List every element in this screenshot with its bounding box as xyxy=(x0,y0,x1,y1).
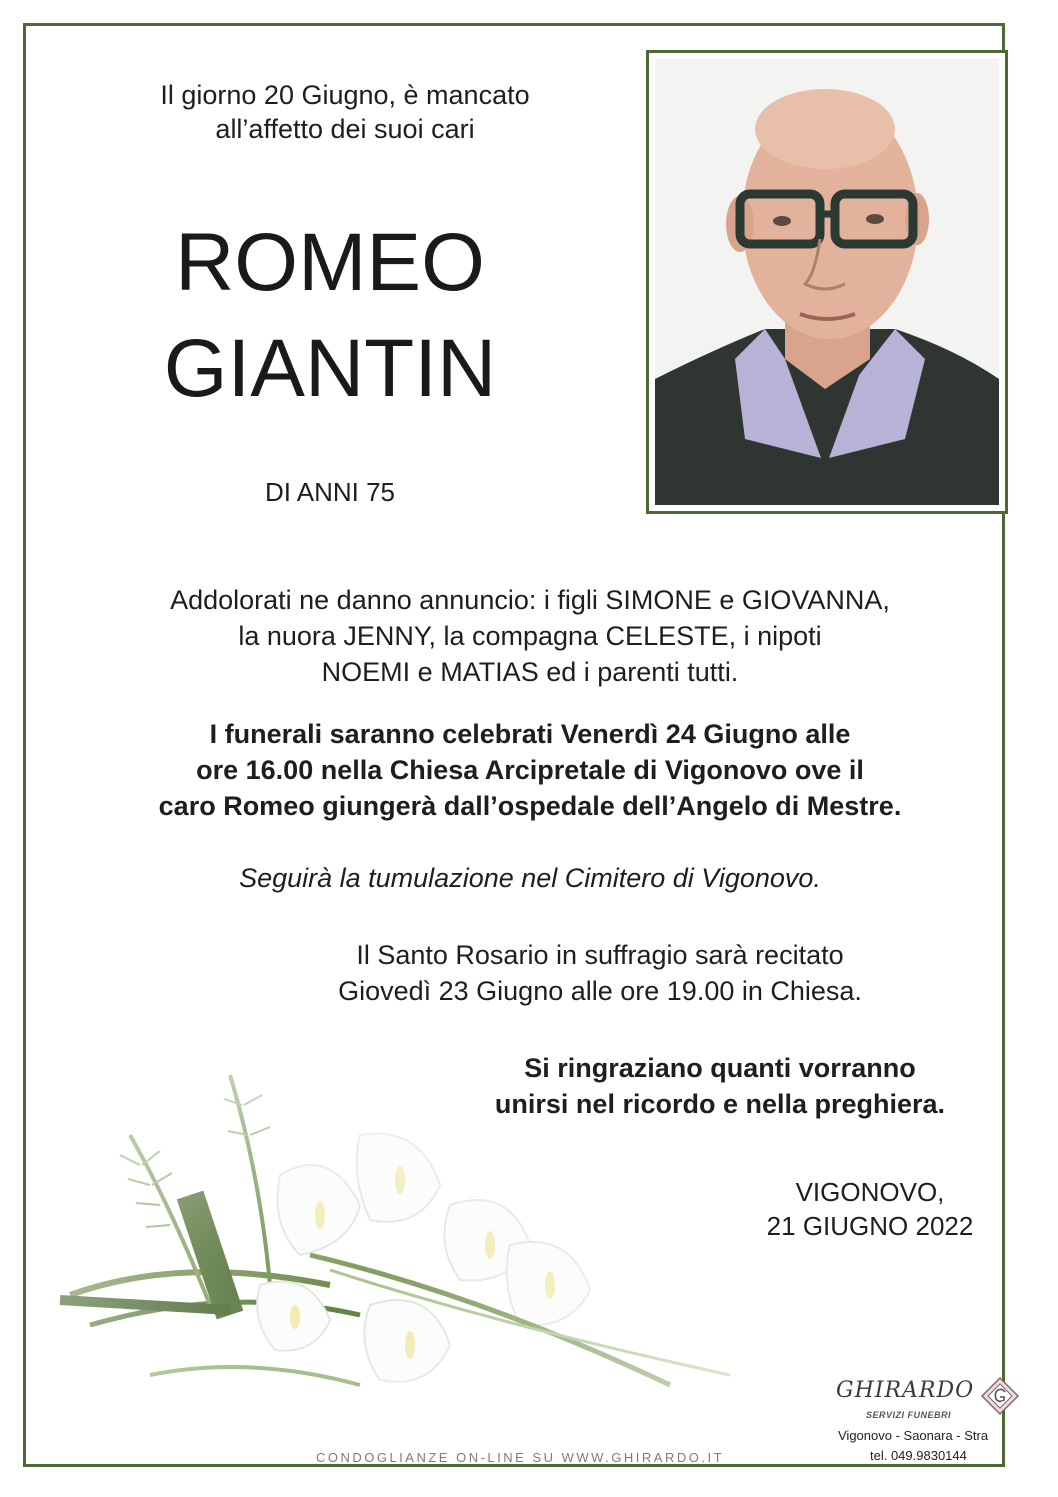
deceased-first-name: ROMEO xyxy=(175,217,485,308)
thanks-line-1: Si ringraziano quanti vorranno xyxy=(524,1053,916,1083)
announcement xyxy=(90,582,970,690)
portrait-photo xyxy=(655,59,999,505)
intro-text xyxy=(80,78,610,146)
funeral-home-logo xyxy=(830,1374,1030,1469)
intro-line-1: Il giorno 20 Giugno, è mancato xyxy=(160,80,530,110)
portrait-frame xyxy=(646,50,1008,514)
announcement-line-3: NOEMI e MATIAS ed i parenti tutti. xyxy=(321,657,739,687)
logo-name: GHIRARDO xyxy=(836,1378,975,1403)
place: VIGONOVO, xyxy=(795,1177,945,1207)
announcement-line-2: la nuora JENNY, la compagna CELESTE, i nipoti xyxy=(238,621,822,651)
portrait-illustration xyxy=(655,59,999,505)
thanks-message xyxy=(420,1050,1020,1122)
condolences-footer: CONDOGLIANZE ON-LINE SU WWW.GHIRARDO.IT xyxy=(315,1450,725,1465)
rosary-details xyxy=(250,937,950,1009)
deceased-age: DI ANNI 75 xyxy=(264,477,396,507)
logo-towns: Vigonovo - Saonara - Stra xyxy=(838,1428,989,1443)
funeral-line-1: I funerali saranno celebrati Venerdì 24 Giugno alle xyxy=(209,719,851,749)
place-and-date xyxy=(720,1175,1020,1243)
date: 21 GIUGNO 2022 xyxy=(766,1211,974,1241)
intro-line-2: all’affetto dei suoi cari xyxy=(215,114,475,144)
logo-phone: tel. 049.9830144 xyxy=(870,1448,967,1463)
rosary-line-2: Giovedì 23 Giugno alle ore 19.00 in Chiesa. xyxy=(338,976,862,1006)
funeral-line-3: caro Romeo giungerà dall’ospedale dell’Angelo di Mestre. xyxy=(158,791,902,821)
funeral-line-2: ore 16.00 nella Chiesa Arcipretale di Vigonovo ove il xyxy=(196,755,864,785)
logo-subtitle: SERVIZI FUNEBRI xyxy=(866,1410,952,1420)
burial-note: Seguirà la tumulazione nel Cimitero di Vigonovo. xyxy=(239,863,821,893)
deceased-last-name: GIANTIN xyxy=(163,323,497,414)
thanks-line-2: unirsi nel ricordo e nella preghiera. xyxy=(494,1089,946,1119)
funeral-details xyxy=(60,716,1000,824)
announcement-line-1: Addolorati ne danno annuncio: i figli SIMONE e GIOVANNA, xyxy=(170,585,890,615)
rosary-line-1: Il Santo Rosario in suffragio sarà recitato xyxy=(356,940,844,970)
diamond-g-icon xyxy=(980,1376,1020,1416)
